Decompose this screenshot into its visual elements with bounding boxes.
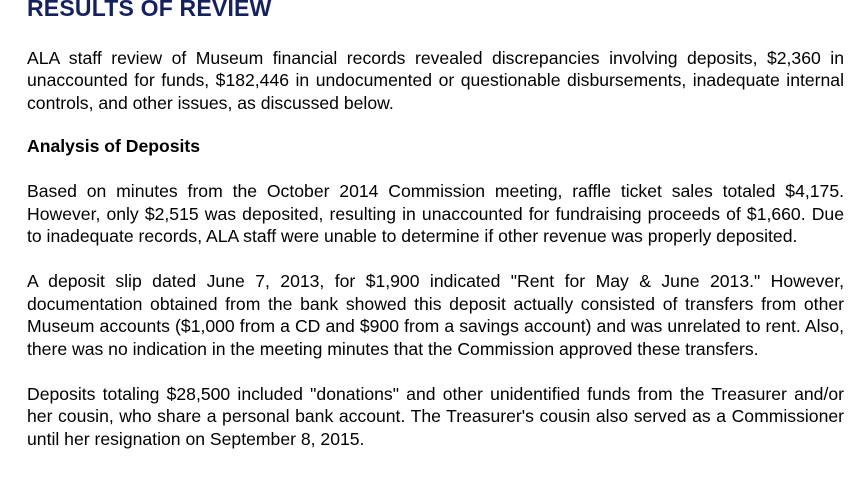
- section-heading: RESULTS OF REVIEW: [27, 0, 272, 21]
- body-paragraph-deposit-slip: A deposit slip dated June 7, 2013, for $1,900 indicated "Rent for May & June 2013." However, documentation obtained from the bank showed this deposit actually consisted of transfers from other Museum accounts ($1,000 from a CD and $900 from a savings account) and was unrelated to rent. Also, there was no indication in the meeting minutes that the Commission approved these transfers.: [27, 271, 844, 359]
- body-paragraph-donations: Deposits totaling $28,500 included "donations" and other unidentified funds from the Treasurer and/or her cousin, who share a personal bank account. The Treasurer's cousin also served as a Commissioner until her resignation on September 8, 2015.: [27, 384, 844, 449]
- body-paragraph-raffle: Based on minutes from the October 2014 Commission meeting, raffle ticket sales totaled $4,175. However, only $2,515 was deposited, resulting in unaccounted for fundraising proceeds of $1,660. Due to inadequate records, ALA staff were unable to determine if other revenue was properly deposited.: [27, 181, 844, 247]
- intro-paragraph: ALA staff review of Museum financial records revealed discrepancies involving deposits, $2,360 in unaccounted for funds, $182,446 in undocumented or questionable disbursements, inadequate internal controls, and other issues, as discussed below.: [27, 48, 844, 113]
- subsection-title: Analysis of Deposits: [27, 136, 201, 157]
- document-page: [27, 0, 844, 450]
